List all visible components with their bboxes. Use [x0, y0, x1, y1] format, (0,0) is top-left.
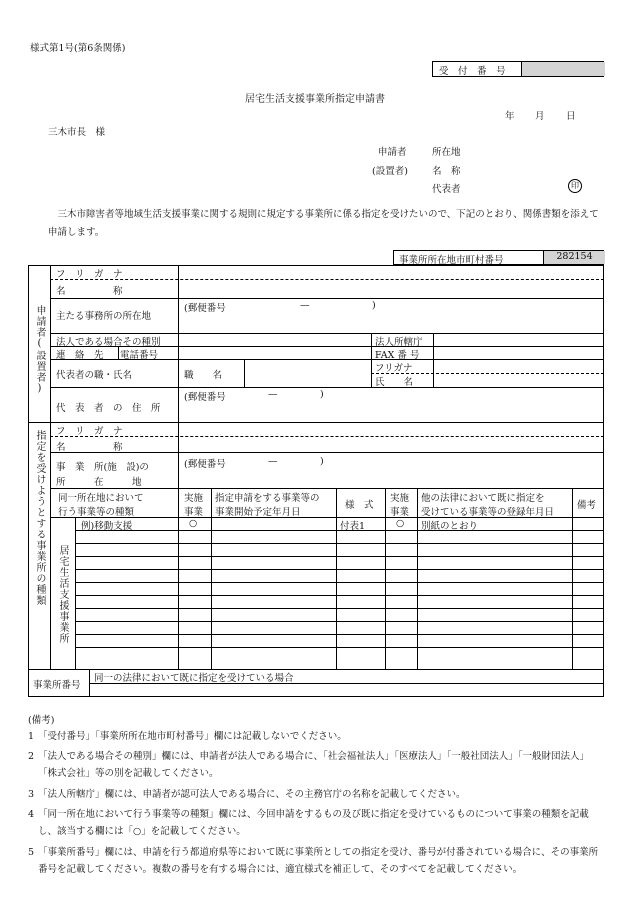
s1-contact-label: 連 絡 先 [56, 350, 104, 361]
date-month: 月 [535, 111, 545, 122]
s1-rep-address-label: 代 表 者 の 住 所 [56, 403, 161, 414]
applicant-name-label: 名 称 [432, 166, 461, 177]
municipal-number-value: 282154 [543, 251, 605, 264]
s1-rep-position-label: 代表者の職・氏名 [56, 370, 133, 381]
s1-corp-authority-label: 法人所轄庁 [375, 337, 423, 348]
page-title: 居宅生活支援事業所指定申請書 [245, 94, 385, 105]
s1-postal-dash: — [300, 300, 310, 311]
s1-main-office-field[interactable] [180, 312, 602, 332]
example-business: 例)移動支援 [81, 521, 133, 532]
s1-postal2-dash: — [268, 389, 278, 400]
s1-corp-type-field[interactable] [180, 334, 370, 345]
example-other: 別紙のとおり [421, 521, 479, 532]
intro-text: 三木市障害者等地域生活支援事業に関する規則に規定する事業所に係る指定を受けたいので、下記のとおり、関係書類を添えて申請します。 [48, 209, 599, 238]
col-note: 備考 [577, 500, 597, 511]
s1-rep-name-label: 氏 名 [375, 377, 414, 388]
s2-name-label: 名 称 [56, 442, 123, 453]
addressee: 三木市長 様 [48, 127, 106, 138]
s1-tel-label: 電話番号 [120, 350, 159, 361]
s1-name-label: 名 称 [56, 286, 123, 297]
col-business-2: 行う事業等の種類 [58, 507, 135, 518]
applicant-address-label: 所在地 [432, 147, 461, 158]
facility-type-vertical-label: 居宅生活支援事業所 [57, 545, 68, 644]
s1-rep-address-field[interactable] [180, 401, 602, 421]
s1-position-label: 職 名 [184, 370, 223, 381]
s2-postal-label: (郵便番号 [184, 459, 226, 470]
s2-facility-label-2: 所 在 地 [56, 477, 142, 488]
col-impl-3: 実施 [390, 493, 410, 504]
section-applicant-heading: 申請者(設置者) [34, 305, 45, 395]
s1-postal2-close: ) [320, 389, 324, 400]
municipal-number-box [393, 250, 604, 265]
s1-furigana-field[interactable] [180, 266, 602, 278]
col-impl-2: 事業 [184, 507, 204, 518]
municipal-number-label: 事業所所在地市町村番号 [399, 255, 504, 266]
s2-name-field[interactable] [180, 438, 602, 451]
notes-title: (備考) [28, 715, 55, 726]
receipt-number-label: 受 付 番 号 [439, 66, 506, 77]
col-other-2: 受けている事業等の登録年月日 [421, 507, 555, 518]
section-facility-heading: 指定を受けようとする事業所の種類 [34, 430, 45, 606]
date-year: 年 [505, 111, 515, 122]
note-4: 4 「同一所在地において行う事業等の種類」欄には、今回申請をするもの及び既に指定を受けているものについて事業の種類を記載し、該当する欄には「○」を記載してください。 [28, 809, 589, 837]
note-1: 1 「受付番号」「事業所所在地市町村番号」欄には記載しないでください。 [28, 731, 347, 742]
s1-rep-name-field[interactable] [435, 374, 601, 386]
col-form: 様 式 [345, 500, 374, 511]
s1-fax-field[interactable] [435, 347, 601, 358]
s1-name-field[interactable] [180, 281, 602, 297]
s1-postal2-label: (郵便番号 [184, 392, 226, 403]
s2-postal-close: ) [320, 456, 324, 467]
s2-furigana-label: フ リ ガ ナ [56, 426, 123, 437]
s2-postal-dash: — [268, 456, 278, 467]
example-form: 付表1 [340, 521, 366, 532]
applicant-role: 申請者 [378, 147, 407, 158]
col-impl-1: 実施 [184, 493, 204, 504]
office-number-field[interactable] [91, 685, 603, 696]
receipt-number-box [432, 61, 604, 77]
office-number-desc: 同一の法律において既に指定を受けている場合 [94, 673, 294, 684]
s1-furigana-label: フ リ ガ ナ [56, 269, 123, 280]
example-impl: ○ [189, 518, 198, 529]
s1-tel-field[interactable] [180, 347, 370, 358]
col-other-1: 他の法律において既に指定を [421, 493, 545, 504]
s1-fax-label: FAX 番 号 [375, 350, 420, 361]
applicant-role-sub: (設置者) [372, 166, 408, 177]
col-start-2: 事業開始予定年月日 [215, 507, 301, 518]
s1-corp-type-label: 法人である場合その種別 [56, 337, 161, 348]
form-number: 様式第1号(第6条関係) [30, 43, 126, 54]
s1-postal-close: ) [372, 300, 376, 311]
s1-postal-label: (郵便番号 [184, 303, 226, 314]
note-3: 3 「法人所轄庁」欄には、申請者が認可法人である場合に、その主務官庁の名称を記載してください。 [28, 789, 466, 800]
s1-position-field[interactable] [246, 361, 370, 386]
receipt-number-field[interactable] [521, 62, 605, 76]
col-impl-4: 事業 [390, 507, 410, 518]
office-number-label: 事業所番号 [33, 680, 81, 691]
seal-mark: 印 [568, 179, 582, 193]
example-impl-2: ○ [396, 518, 405, 529]
date-day: 日 [566, 111, 576, 122]
s1-corp-authority-field[interactable] [435, 334, 601, 345]
s1-main-office-label: 主たる事務所の所在地 [56, 311, 152, 322]
col-start-1: 指定申請をする事業等の [215, 493, 320, 504]
s2-furigana-field[interactable] [180, 423, 602, 435]
s2-facility-field[interactable] [180, 468, 602, 487]
note-5: 5 「事業所番号」欄には、申請を行う都道府県等において既に事業所としての指定を受け、番号が付番されている場合に、その事業所番号を記載してください。複数の番号を有する場合には、適宜様式を補正して、そのすべてを記載してください。 [28, 847, 599, 875]
s2-facility-label-1: 事 業 所(施 設)の [56, 462, 149, 473]
note-2: 2 「法人である場合その種別」欄には、申請者が法人である場合に、「社会福祉法人」「医療法人」「一般社団法人」「一般財団法人」「株式会社」等の別を記載してください。 [28, 751, 590, 779]
col-business-1: 同一所在地において [58, 493, 144, 504]
s1-rep-furigana-label: フリガナ [375, 363, 413, 374]
applicant-rep-label: 代表者 [432, 184, 461, 195]
